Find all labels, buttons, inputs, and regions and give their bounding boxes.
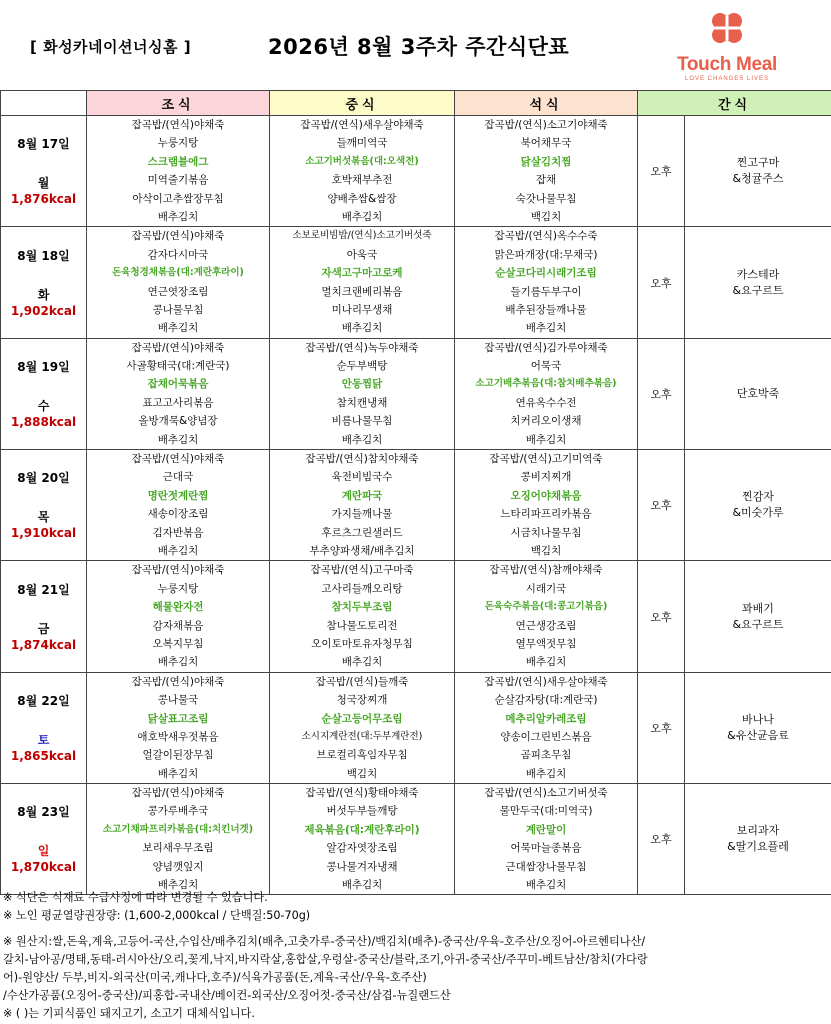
- menu-item: 콩가루배추국: [147, 805, 209, 818]
- menu-item: 자색고구마고로케: [321, 267, 403, 280]
- menu-item: 잡곡밥/(연식)야채죽: [131, 453, 225, 466]
- menu-item: 버섯두부들깨탕: [326, 805, 398, 818]
- note-origin-3: 어)-원양산/ 두부,비지-외국산(미국,캐나다,호주)/식육가공품(돈,계육-국산/우육-호주산): [3, 971, 427, 984]
- snack-cell: [685, 784, 831, 895]
- menu-item: 백김치: [530, 544, 562, 557]
- day-calories: 1,874kcal: [10, 637, 77, 652]
- menu-item: 배추김치: [525, 879, 567, 892]
- menu-item: 참치캔냉채: [336, 396, 388, 409]
- menu-item: 콩나물겨자냉채: [326, 860, 398, 873]
- menu-item: 소고기버섯볶음(대:오색전): [305, 155, 419, 167]
- menu-item: 백김치: [346, 767, 378, 780]
- menu-item: 잡곡밥/(연식)참깨야채죽: [489, 564, 603, 577]
- facility-name: [ 화성카네이션너싱홈 ]: [30, 38, 192, 56]
- menu-item: 잡곡밥/(연식)옥수수죽: [494, 230, 598, 243]
- menu-item: 잡곡밥/(연식)야채죽: [131, 119, 225, 131]
- menu-item: 제육볶음(대:계란후라이): [304, 823, 420, 836]
- menu-item: 부추양파생채/배추김치: [309, 544, 415, 557]
- menu-item: 소시지계란전(대:두부계란전): [301, 730, 423, 742]
- table-header-row: [1, 91, 831, 116]
- menu-item: 배추김치: [525, 433, 567, 446]
- day-weekday: 화: [37, 287, 50, 302]
- menu-item: 잡곡밥/(연식)야채죽: [131, 564, 225, 577]
- menu-item: 잡곡밥/(연식)야채죽: [131, 787, 225, 800]
- snack-line: &요구르트: [732, 617, 784, 631]
- snack-cell: [685, 338, 831, 449]
- menu-item: 배추김치: [341, 656, 383, 669]
- snack-line: 찐고구마: [736, 156, 780, 170]
- menu-item: 양배추쌈&쌈장: [327, 192, 397, 205]
- menu-item: 소고기배추볶음(대:참치배추볶음): [475, 378, 617, 390]
- menu-item: 치커리오이생채: [510, 415, 582, 428]
- menu-item: 호박채부추전: [331, 174, 393, 187]
- day-calories: 1,888kcal: [10, 414, 77, 429]
- menu-item: 돈육청경채볶음(대:계란후라이): [112, 267, 244, 279]
- notes-spacer: [3, 925, 829, 933]
- menu-item: 순살감자탕(대:계란국): [494, 694, 598, 707]
- menu-item: 새송이장조림: [147, 508, 209, 521]
- day-cell: [1, 338, 87, 449]
- dinner-cell: [455, 561, 638, 672]
- menu-item: 메추리알카레조림: [505, 712, 587, 725]
- weekly-menu-table: [0, 90, 831, 895]
- menu-item: 가지들깨나물: [331, 508, 393, 521]
- table-row: [1, 227, 831, 338]
- table-row: [1, 338, 831, 449]
- menu-item: 잡곡밥/(연식)들깨죽: [315, 675, 409, 688]
- menu-item: 배추김치: [157, 322, 199, 335]
- page-title: 2026년 8월 3주차 주간식단표: [268, 35, 570, 59]
- brand-tagline: LOVE CHANGES LIVES: [684, 76, 770, 82]
- breakfast-cell: [87, 227, 270, 338]
- lunch-cell: [270, 561, 455, 672]
- menu-item: 근대국: [162, 471, 194, 484]
- menu-item: 참치두부조림: [331, 601, 393, 614]
- menu-item: 참나물도토리전: [326, 619, 398, 632]
- menu-item: 배추김치: [157, 767, 199, 780]
- breakfast-cell: [87, 338, 270, 449]
- menu-item: 얼갈이된장무침: [142, 749, 214, 762]
- day-cell: [1, 450, 87, 561]
- snack-time: 오후: [638, 227, 685, 338]
- snack-time: 오후: [638, 116, 685, 227]
- day-cell: [1, 227, 87, 338]
- menu-item: 배추된장들깨나물: [505, 303, 587, 316]
- menu-item: 멸치크랜베리볶음: [321, 285, 403, 298]
- dinner-cell: [455, 672, 638, 783]
- menu-item: 들깨미역국: [336, 137, 388, 150]
- day-date: 8월 20일: [17, 471, 70, 486]
- menu-item: 잡곡밥/(연식)김가루야채죽: [484, 341, 608, 354]
- day-date: 8월 17일: [17, 137, 70, 152]
- menu-item: 근대쌈장나물무침: [505, 860, 587, 873]
- menu-item: 애호박새우젓볶음: [137, 730, 219, 743]
- table-row: [1, 450, 831, 561]
- menu-item: 명란젓계란찜: [147, 489, 209, 502]
- lunch-cell: [270, 784, 455, 895]
- menu-item: 오복지무침: [152, 637, 204, 650]
- breakfast-cell: [87, 672, 270, 783]
- day-calories: 1,876kcal: [10, 192, 77, 207]
- snack-time: 오후: [638, 561, 685, 672]
- menu-item: 소고기채파프리카볶음(대:치킨너겟): [102, 823, 254, 835]
- menu-item: 해물완자전: [152, 601, 204, 614]
- menu-item: 배추김치: [341, 433, 383, 446]
- menu-item: 사골황태국(대:계란국): [126, 360, 230, 373]
- menu-item: 표고고사리볶음: [142, 396, 214, 409]
- menu-item: 잡곡밥/(연식)새우살야채죽: [300, 119, 424, 131]
- day-weekday: 금: [37, 621, 50, 636]
- note-origin-4: /수산가공품(오징어-중국산)/피홍합-국내산/베이컨-외국산/오징어젓-중국산/삼겹-뉴질랜드산: [3, 989, 451, 1002]
- snack-line: 보리과자: [736, 824, 780, 838]
- dinner-cell: [455, 227, 638, 338]
- menu-item: 연근엿장조림: [147, 285, 209, 298]
- menu-item: 누룽지탕: [157, 137, 199, 150]
- menu-item: 들기름두부구이: [510, 285, 582, 298]
- day-weekday: 월: [37, 176, 50, 191]
- menu-item: 스크램블에그: [147, 155, 209, 168]
- breakfast-cell: [87, 561, 270, 672]
- menu-item: 어묵국: [530, 360, 562, 373]
- menu-item: 배추김치: [157, 433, 199, 446]
- snack-line: 카스테라: [736, 267, 780, 281]
- menu-item: 누룽지탕: [157, 582, 199, 595]
- menu-item: 아삭이고추쌈장무침: [132, 192, 224, 205]
- snack-time: 오후: [638, 784, 685, 895]
- lunch-cell: [270, 338, 455, 449]
- menu-item: 잡곡밥/(연식)녹두야채죽: [305, 341, 419, 354]
- clover-icon: [710, 12, 744, 50]
- menu-item: 잡곡밥/(연식)소고기버섯죽: [484, 787, 608, 800]
- menu-item: 느타리파프리카볶음: [500, 508, 592, 521]
- menu-item: 배추김치: [157, 544, 199, 557]
- day-cell: [1, 784, 87, 895]
- day-calories: 1,865kcal: [10, 748, 77, 763]
- menu-item: 맑은파개장(대:무채국): [494, 248, 598, 261]
- menu-item: 잡곡밥/(연식)야채죽: [131, 675, 225, 688]
- snack-line: 바나나: [742, 712, 774, 726]
- snack-line: 꽈배기: [742, 601, 774, 615]
- menu-item: 올방개묵&양념장: [138, 415, 218, 428]
- menu-item: 배추김치: [157, 656, 199, 669]
- menu-item: 잡곡밥/(연식)야채죽: [131, 230, 225, 243]
- snack-line: &청귤주스: [732, 172, 784, 186]
- day-weekday: 토: [37, 732, 50, 747]
- snack-cell: [685, 227, 831, 338]
- menu-item: 열무액젓무침: [515, 637, 577, 650]
- note-change: ※ 식단은 식재료 수급사정에 따라 변경될 수 있습니다.: [3, 891, 268, 904]
- menu-item: 계란말이: [525, 823, 567, 836]
- menu-item: 닭살김치찜: [520, 155, 572, 168]
- menu-item: 청국장찌개: [336, 694, 388, 707]
- menu-item: 양념깻잎지: [152, 860, 204, 873]
- menu-item: 비름나물무침: [331, 415, 393, 428]
- menu-item: 미나리무생채: [331, 303, 393, 316]
- snack-time: 오후: [638, 672, 685, 783]
- snack-line: &요구르트: [732, 283, 784, 297]
- menu-item: 양송이그린빈스볶음: [500, 730, 592, 743]
- day-date: 8월 23일: [17, 805, 70, 820]
- table-row: [1, 116, 831, 227]
- menu-item: 백김치: [530, 210, 562, 223]
- menu-item: 배추김치: [341, 879, 383, 892]
- menu-item: 잡곡밥/(연식)새우살야채죽: [484, 675, 608, 688]
- menu-item: 알감자엿장조림: [326, 842, 398, 855]
- breakfast-cell: [87, 784, 270, 895]
- day-date: 8월 22일: [17, 693, 70, 708]
- menu-item: 북어채무국: [520, 137, 572, 150]
- menu-item: 김자반볶음: [152, 526, 204, 539]
- menu-item: 닭살표고조림: [147, 712, 209, 725]
- menu-item: 순살코다리시래기조림: [495, 267, 597, 280]
- note-substitute: ※ ( )는 기피식품인 돼지고기, 소고기 대체식입니다.: [3, 1007, 255, 1020]
- menu-item: 보리새우무조림: [142, 842, 214, 855]
- menu-item: 후르츠그린샐러드: [321, 526, 403, 539]
- note-calorie: ※ 노인 평균열량권장량: (1,600-2,000kcal / 단백질:50-70g): [3, 909, 311, 922]
- menu-item: 잡채어묵볶음: [147, 378, 209, 391]
- menu-item: 연유옥수수전: [515, 396, 577, 409]
- breakfast-header: 조식: [87, 91, 270, 116]
- menu-item: 배추김치: [525, 767, 567, 780]
- menu-item: 콩나물무침: [152, 303, 204, 316]
- day-date: 8월 19일: [17, 359, 70, 374]
- lunch-cell: [270, 116, 455, 227]
- menu-item: 배추김치: [157, 210, 199, 223]
- lunch-cell: [270, 227, 455, 338]
- snack-cell: [685, 672, 831, 783]
- menu-item: 소보로비빔밥/(연식)소고기버섯죽: [292, 230, 432, 242]
- day-weekday: 목: [37, 510, 50, 525]
- menu-item: 콩나물국: [157, 694, 199, 707]
- lunch-cell: [270, 672, 455, 783]
- snack-line: &딸기요플레: [727, 840, 789, 854]
- snack-line: 찐감자: [742, 490, 774, 504]
- day-cell: [1, 116, 87, 227]
- menu-item: 시래기국: [525, 582, 567, 595]
- menu-item: 배추김치: [157, 879, 199, 892]
- breakfast-cell: [87, 450, 270, 561]
- page-header: [0, 0, 831, 90]
- snack-line: 단호박죽: [736, 386, 780, 400]
- menu-item: 잡곡밥/(연식)야채죽: [131, 341, 225, 354]
- day-header-cell: [1, 91, 87, 116]
- menu-item: 안동찜닭: [341, 378, 383, 391]
- menu-item: 고사리들깨오리탕: [321, 582, 403, 595]
- menu-item: 잡곡밥/(연식)참치야채죽: [305, 453, 419, 466]
- menu-item: 감자다시마국: [147, 248, 209, 261]
- menu-item: 브로컬리흑임자무침: [316, 749, 408, 762]
- dinner-cell: [455, 784, 638, 895]
- menu-item: 배추김치: [341, 322, 383, 335]
- day-calories: 1,902kcal: [10, 303, 77, 318]
- menu-item: 오징어야채볶음: [510, 489, 582, 502]
- menu-item: 잡곡밥/(연식)황태야채죽: [305, 787, 419, 800]
- menu-item: 돈육숙주볶음(대:콩고기볶음): [484, 601, 608, 613]
- menu-item: 잡곡밥/(연식)소고기야채죽: [484, 119, 608, 131]
- day-date: 8월 21일: [17, 582, 70, 597]
- touch-meal-logo: [672, 12, 782, 84]
- note-origin-1: ※ 원산지:쌀,돈육,계육,고등어-국산,수입산/배추김치(배추,고춧가루-중국산)/백김치(배추)-중국산/우육-호주산/오징어-아르헨티나산/: [3, 935, 646, 948]
- menu-item: 배추김치: [525, 656, 567, 669]
- table-row: [1, 672, 831, 783]
- day-calories: 1,910kcal: [10, 526, 77, 541]
- menu-item: 배추김치: [341, 210, 383, 223]
- dinner-cell: [455, 116, 638, 227]
- menu-item: 곰피초무침: [520, 749, 572, 762]
- menu-item: 순살고등어무조림: [321, 712, 403, 725]
- day-weekday: 일: [37, 844, 50, 859]
- snack-cell: [685, 561, 831, 672]
- dinner-cell: [455, 450, 638, 561]
- snack-time: 오후: [638, 338, 685, 449]
- menu-item: 어묵마늘종볶음: [510, 842, 582, 855]
- note-origin-2: 갈치-남아공/명태,동태-러시아산/오리,꽃게,낙지,바지락살,홍합살,우렁살-중국산/블락,조기,아귀-중국산/주꾸미-베트남산/참치(가다랑: [3, 953, 648, 966]
- menu-item: 아욱국: [346, 248, 378, 261]
- lunch-header: 중식: [270, 91, 455, 116]
- day-weekday: 수: [37, 398, 50, 413]
- lunch-cell: [270, 450, 455, 561]
- snack-line: &유산균음료: [727, 728, 789, 742]
- menu-item: 육전비빔국수: [331, 471, 393, 484]
- menu-item: 계란파국: [341, 489, 383, 502]
- menu-item: 숙갓나물무침: [515, 192, 577, 205]
- menu-item: 감자채볶음: [152, 619, 204, 632]
- day-date: 8월 18일: [17, 248, 70, 263]
- snack-cell: [685, 116, 831, 227]
- table-row: [1, 784, 831, 895]
- day-calories: 1,870kcal: [10, 860, 77, 875]
- menu-body: [1, 116, 831, 895]
- menu-item: 미역줄기볶음: [147, 174, 209, 187]
- day-cell: [1, 672, 87, 783]
- dinner-header: 석식: [455, 91, 638, 116]
- menu-item: 배추김치: [525, 322, 567, 335]
- snack-line: &미숫가루: [732, 506, 784, 520]
- menu-item: 순두부백탕: [336, 360, 388, 373]
- menu-item: 잡곡밥/(연식)고기미역죽: [489, 453, 603, 466]
- menu-item: 콩비지찌개: [520, 471, 572, 484]
- snack-time: 오후: [638, 450, 685, 561]
- snack-cell: [685, 450, 831, 561]
- menu-item: 연근생강조림: [515, 619, 577, 632]
- table-row: [1, 561, 831, 672]
- snack-header: 간식: [638, 91, 831, 116]
- breakfast-cell: [87, 116, 270, 227]
- menu-item: 시금치나물무침: [510, 526, 582, 539]
- dinner-cell: [455, 338, 638, 449]
- brand-name: Touch Meal: [676, 54, 778, 75]
- menu-item: 물만두국(대:미역국): [499, 805, 593, 818]
- menu-item: 잡곡밥/(연식)고구마죽: [310, 564, 414, 577]
- menu-item: 잡채: [535, 174, 557, 187]
- menu-item: 오이토마토유자청무침: [311, 637, 413, 650]
- notes-section: [3, 889, 829, 1023]
- day-cell: [1, 561, 87, 672]
